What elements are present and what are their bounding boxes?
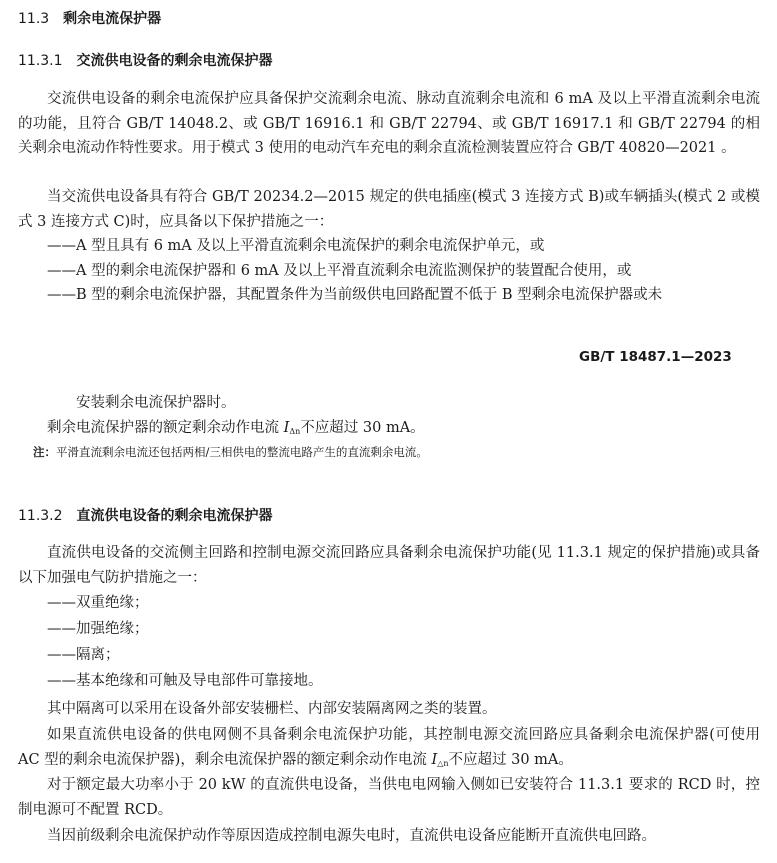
list-item: ——双重绝缘；: [47, 595, 149, 611]
list-item: ——隔离；: [47, 647, 120, 663]
section-heading-11-3-2: [18, 505, 273, 525]
note-label: 注：: [33, 445, 56, 459]
list-item: ——B 型的剩余电流保护器，其配置条件为当前级供电回路配置不低于 B 型剩余电流保护器或未: [47, 287, 663, 303]
section-number: 11.3.1: [18, 53, 63, 69]
text: 如果直流供电设备的供电网侧不具备剩余电流保护功能，其控制电源交流回路应具备剩余电流保护器(可使用 AC 型的剩余电流保护器)，剩余电流保护器的额定剩余动作电流: [18, 727, 760, 768]
text: 不应超过 30 mA。: [448, 751, 573, 768]
paragraph-continued: 安装剩余电流保护器时。: [76, 395, 236, 411]
section-number: 11.3: [18, 11, 50, 27]
text: 剩余电流保护器的额定剩余动作电流: [47, 420, 284, 436]
subscript: Δn: [289, 427, 301, 436]
current-symbol: I: [283, 420, 290, 436]
paragraph: 交流供电设备的剩余电流保护应具备保护交流剩余电流、脉动直流剩余电流和 6 mA 及以上平滑直流剩余电流的功能，且符合 GB/T 14048.2、或 GB/T 16916.1 和 GB/T 22794、或 GB/T 16917.1 和 GB/T 22794 的相关剩余电流动作特性要求。用于模式 3 使用的电动汽车充电的剩余直流检测装置应符合 GB/T 40820—2021 。: [18, 91, 760, 156]
list-item: ——A 型的剩余电流保护器和 6 mA 及以上平滑直流剩余电流监测保护的装置配合使用，或: [47, 263, 632, 279]
section-heading-11-3-1: [18, 50, 273, 70]
section-title: 直流供电设备的剩余电流保护器: [76, 508, 273, 524]
section-title: 交流供电设备的剩余电流保护器: [76, 53, 273, 69]
list-item: ——基本绝缘和可触及导电部件可靠接地。: [47, 673, 323, 689]
standard-header: GB/T 18487.1—2023: [579, 349, 732, 365]
current-symbol: I: [431, 751, 438, 768]
paragraph: 其中隔离可以采用在设备外部安装栅栏、内部安装隔离网之类的装置。: [47, 701, 497, 717]
paragraph: 对于额定最大功率小于 20 kW 的直流供电设备，当供电电网输入侧如已安装符合 11.3.1 要求的 RCD 时，控制电源可不配置 RCD。: [18, 777, 760, 818]
text: 不应超过 30 mA。: [300, 420, 425, 436]
section-heading-11-3: [18, 8, 161, 28]
section-title: 剩余电流保护器: [63, 11, 162, 27]
list-item: ——加强绝缘；: [47, 621, 149, 637]
paragraph: [47, 416, 425, 445]
paragraph: 当因前级剩余电流保护动作等原因造成控制电源失电时，直流供电设备应能断开直流供电回路。: [47, 828, 656, 844]
note: [33, 444, 428, 460]
paragraph: 直流供电设备的交流侧主回路和控制电源交流回路应具备剩余电流保护功能(见 11.3.1 规定的保护措施)或具备以下加强电气防护措施之一：: [18, 545, 760, 586]
paragraph: 当交流供电设备具有符合 GB/T 20234.2—2015 规定的供电插座(模式 3 连接方式 B)或车辆插头(模式 2 或模式 3 连接方式 C)时，应具备以下保护措施之一：: [18, 189, 760, 230]
list-item: ——A 型且具有 6 mA 及以上平滑直流剩余电流保护的剩余电流保护单元，或: [47, 238, 545, 254]
note-text: 平滑直流剩余电流还包括两相/三相供电的整流电路产生的直流剩余电流。: [56, 445, 428, 459]
paragraph: [18, 723, 760, 776]
subscript: △n: [437, 758, 449, 768]
section-number: 11.3.2: [18, 508, 63, 524]
